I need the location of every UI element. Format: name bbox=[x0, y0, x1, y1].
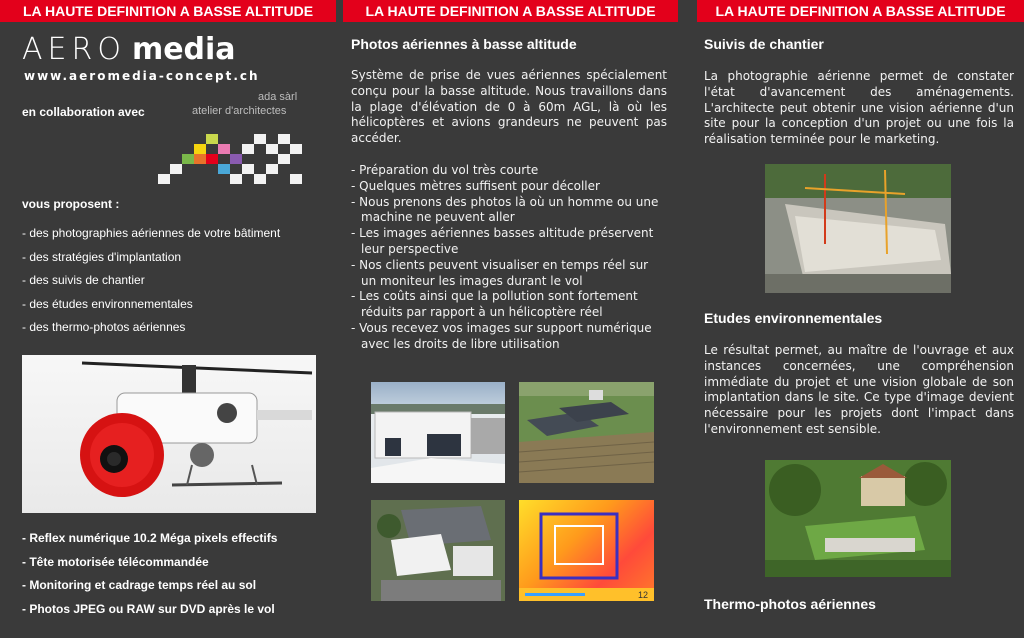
list-item: - des stratégies d'implantation bbox=[22, 249, 182, 264]
banner-middle: LA HAUTE DEFINITION A BASSE ALTITUDE bbox=[343, 0, 678, 22]
helicopter-photo bbox=[22, 355, 316, 513]
banner-right: LA HAUTE DEFINITION A BASSE ALTITUDE bbox=[697, 0, 1024, 22]
column-middle bbox=[343, 0, 678, 638]
list-item: - des photographies aériennes de votre bâtiment bbox=[22, 226, 281, 240]
heading-etudes: Etudes environnementales bbox=[704, 310, 883, 326]
list-item: - des études environnementales bbox=[22, 296, 193, 311]
list-item: - Photos JPEG ou RAW sur DVD après le vol bbox=[22, 601, 275, 616]
list-item: - Nous prenons des photos là où un homme ou une machine ne peuvent aller bbox=[351, 194, 659, 225]
ada-logo bbox=[158, 134, 303, 192]
ada-company: ada sàrl bbox=[258, 91, 298, 103]
list-item: - des thermo-photos aériennes bbox=[22, 320, 186, 334]
section-title: Photos aériennes à basse altitude bbox=[351, 36, 577, 52]
logo-media: media bbox=[131, 32, 236, 67]
photo-farm bbox=[519, 382, 654, 483]
list-item: - Préparation du vol très courte bbox=[351, 163, 539, 177]
list-item: - Vous recevez vos images sur support numérique avec les droits de libre utilisation bbox=[351, 320, 652, 351]
list-item: - Les images aériennes basses altitude préservent leur perspective bbox=[351, 226, 654, 256]
list-item: - Quelques mètres suffisent pour décoller bbox=[351, 178, 600, 193]
paragraph-suivis: La photographie aérienne permet de constater l'état d'avancement des aménagements. L'architecte peut obtenir une vision aérienne d'un site pour la conception d'un projet ou une fois la réalisation terminée pour le marketing. bbox=[704, 69, 1014, 147]
column-right bbox=[697, 0, 1024, 638]
aeromedia-logo bbox=[22, 32, 236, 67]
banner-left: LA HAUTE DEFINITION A BASSE ALTITUDE bbox=[0, 0, 336, 22]
intro-paragraph: Système de prise de vues aériennes spécialement conçu pour la basse altitude. Nous travaillons dans la plage d'élévation de 0 à 60m AGL, là où les hélicoptères et avions grandeurs ne peuvent pas accéder. bbox=[351, 68, 667, 146]
logo-aero: AERO bbox=[22, 32, 126, 67]
list-item: - Les coûts ainsi que la pollution sont fortement réduits par rapport à un hélicoptère réel bbox=[351, 289, 638, 320]
photo-construction bbox=[765, 164, 951, 293]
photo-thermo bbox=[519, 500, 654, 601]
features-list bbox=[22, 531, 277, 625]
column-left bbox=[0, 0, 336, 638]
list-item: - des suivis de chantier bbox=[22, 273, 145, 287]
list-item: - Reflex numérique 10.2 Méga pixels effectifs bbox=[22, 531, 278, 545]
services-list bbox=[22, 226, 280, 344]
heading-thermo: Thermo-photos aériennes bbox=[704, 596, 876, 612]
heading-suivis: Suivis de chantier bbox=[704, 36, 824, 52]
collaboration-text: en collaboration avec bbox=[22, 105, 145, 119]
propose-heading: vous proposent : bbox=[22, 197, 120, 211]
list-item: - Monitoring et cadrage temps réel au sol bbox=[22, 578, 257, 592]
photo-winter-house bbox=[371, 382, 505, 483]
paragraph-etudes: Le résultat permet, au maître de l'ouvrage et aux instances concernées, une compréhension immédiate du projet et une vision globale de son implantation dans le site. Ce type d'image devient nécessaire pour les projets dont l'impact dans l'environnement est sensible. bbox=[704, 343, 1014, 436]
photo-house-aerial bbox=[371, 500, 505, 601]
atelier-text: atelier d'architectes bbox=[192, 105, 287, 117]
list-item: - Tête motorisée télécommandée bbox=[22, 554, 209, 569]
list-item: - Nos clients peuvent visualiser en temps réel sur un moniteur les images durant le vol bbox=[351, 257, 649, 288]
advantages-list bbox=[351, 163, 667, 353]
photo-environment bbox=[765, 460, 951, 577]
thermo-scale-value: 12 bbox=[637, 590, 648, 600]
website-url: www.aeromedia-concept.ch bbox=[24, 69, 260, 83]
